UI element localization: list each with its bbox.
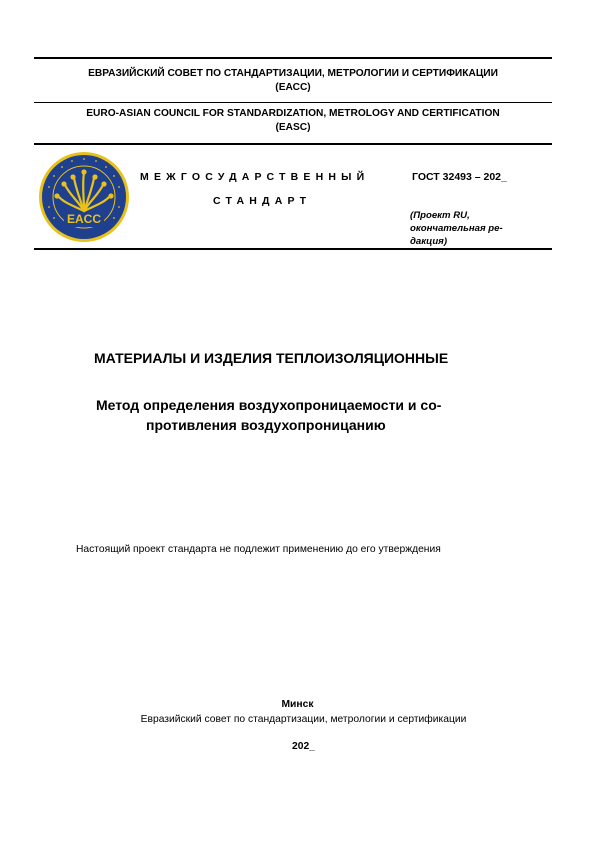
document-subtitle-line2: противления воздухопроницанию <box>146 417 386 433</box>
council-ru-line1: ЕВРАЗИЙСКИЙ СОВЕТ ПО СТАНДАРТИЗАЦИИ, МЕТРОЛОГИИ И СЕРТИФИКАЦИИ <box>88 68 498 79</box>
council-en-line2: (EASC) <box>275 122 311 133</box>
standard-label-line2: СТАНДАРТ <box>213 195 312 207</box>
document-subtitle-line1: Метод определения воздухопроницаемости и со- <box>96 397 442 413</box>
easc-emblem-icon <box>38 151 130 243</box>
emblem-label: EACC <box>66 212 101 226</box>
header-rule <box>34 143 552 145</box>
document-title: МАТЕРИАЛЫ И ИЗДЕЛИЯ ТЕПЛОИЗОЛЯЦИОННЫЕ <box>94 350 449 366</box>
council-name-ru <box>34 67 552 95</box>
council-name-en <box>34 107 552 135</box>
council-ru-line2: (ЕАСС) <box>275 82 311 93</box>
middle-rule <box>34 102 552 103</box>
standard-label-line1: МЕЖГОСУДАРСТВЕННЫЙ <box>140 171 370 183</box>
footer-publisher: Евразийский совет по стандартизации, метрологии и сертификации <box>140 714 467 725</box>
draft-note-line1: (Проект RU, <box>410 210 470 221</box>
document-subtitle <box>96 395 566 435</box>
top-rule <box>34 57 552 59</box>
draft-note-line2: окончательная ре- <box>410 223 503 234</box>
draft-notice: Настоящий проект стандарта не подлежит применению до его утверждения <box>76 544 441 555</box>
standard-code: ГОСТ 32493 – 202_ <box>412 171 507 183</box>
footer-city: Минск <box>281 699 314 710</box>
council-en-line1: EURO-ASIAN COUNCIL FOR STANDARDIZATION, METROLOGY AND CERTIFICATION <box>86 108 500 119</box>
draft-note <box>410 209 540 248</box>
footer-year: 202_ <box>292 741 315 752</box>
bottom-header-rule <box>34 248 552 250</box>
draft-note-line3: дакция) <box>410 236 448 247</box>
